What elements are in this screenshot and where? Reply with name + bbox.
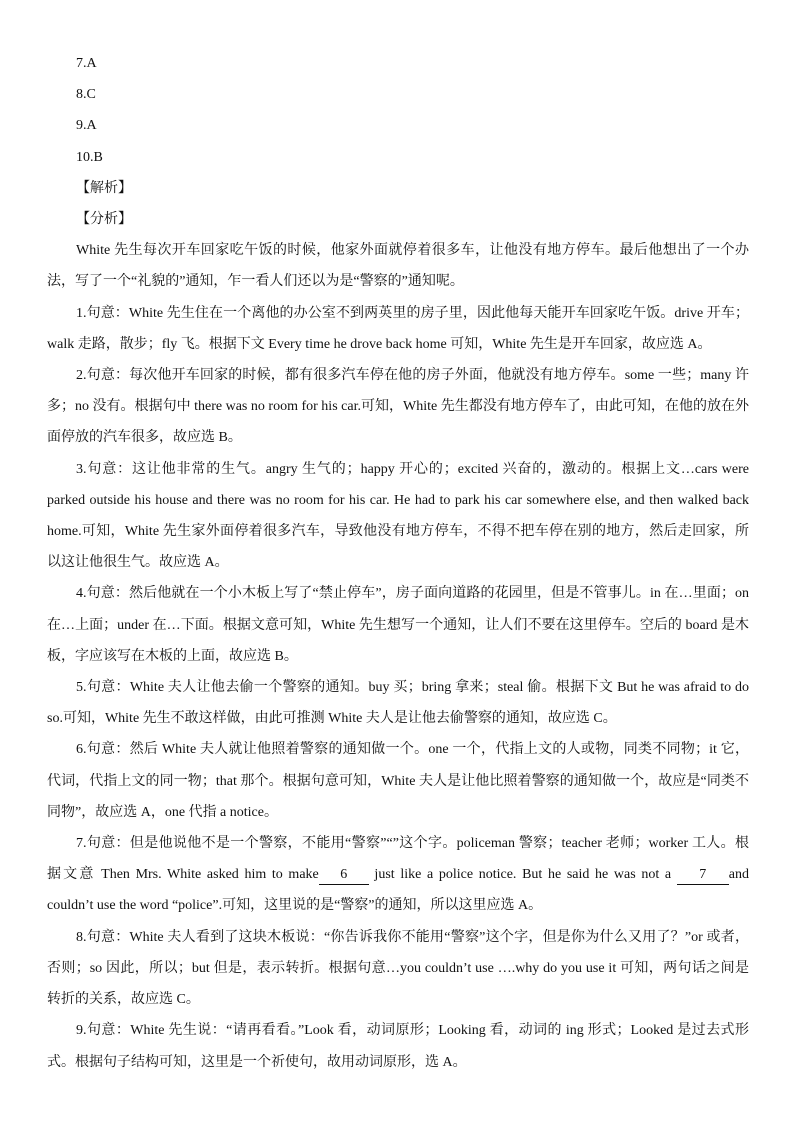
explanation-8: 8.句意：White 夫人看到了这块木板说：“你告诉我你不能用“警察”这个字，但是你为什么又用了？”or 或者，否则；so 因此，所以；but 但是，表示转折。根据句意…you couldn’t use ….why do you use it 可知，两句话之间是转折的关系，故应选 C。 bbox=[47, 929, 749, 1008]
explanation-5: 5.句意：White 夫人让他去偷一个警察的通知。buy 买；bring 拿来；steal 偷。根据下文 But he was afraid to do so.可知，White 先生不敢这样做，由此可推测 White 夫人是让他去偷警察的通知，故应选 C。 bbox=[47, 680, 749, 727]
answer-line: 9.A bbox=[76, 118, 97, 134]
explanation-1: 1.句意：White 先生住在一个离他的办公室不到两英里的房子里，因此他每天能开车回家吃午饭。drive 开车；walk 走路，散步；fly 飞。根据下文 Every time he drove back home 可知，White 先生是开车回家，故应选 A。 bbox=[47, 305, 749, 352]
explanation-6: 6.句意：然后 White 夫人就让他照着警察的通知做一个。one 一个，代指上文的人或物，同类不同物；it 它，代词，代指上文的同一物；that 那个。根据句意可知，White 夫人是让他比照着警察的通知做一个，故应是“同类不同物”，故应选 A，one 代指 a notice。 bbox=[47, 742, 749, 820]
text-segment: 7.句意：但是他说他不是一个警察，不能用“警察”“”这个字。policeman 警察；teacher 老师；worker 工人。根据文意 Then Mrs. White asked him to make bbox=[47, 836, 749, 883]
answer-line: 10.B bbox=[76, 149, 103, 165]
summary-paragraph: White 先生每次开车回家吃午饭的时候，他家外面就停着很多车，让他没有地方停车。最后他想出了一个办法，写了一个“礼貌的”通知，乍一看人们还以为是“警察的”通知呢。 bbox=[47, 243, 749, 290]
explanation-3: 3.句意：这让他非常的生气。angry 生气的；happy 开心的；excited 兴奋的，激动的。根据上文…cars were parked outside his house and there was no room for his car. He had to park his car somewhere else, and then walked back home.可知，White 先生家外面停着很多汽车，导致他没有地方停车，不得不把车停在别的地方，然后走回家，所以这让他很生气。故应选 A。 bbox=[47, 461, 749, 571]
blank-7: 7 bbox=[677, 866, 729, 885]
explanation-7 bbox=[47, 828, 749, 922]
text-segment: and couldn’t use the word “police”.可知，这里说的是“警察”的通知，所以这里应选 A。 bbox=[47, 867, 750, 914]
explanation-2: 2.句意：每次他开车回家的时候，都有很多汽车停在他的房子外面，他就没有地方停车。some 一些；many 许多；no 没有。根据句中 there was no room for his car.可知，White 先生都没有地方停车了，由此可知，在他的放在外面停放的汽车很多，故应选 B。 bbox=[47, 368, 749, 446]
document-body bbox=[47, 48, 749, 1078]
blank-6: 6 bbox=[319, 866, 369, 885]
heading-analysis: 【解析】 bbox=[76, 180, 132, 196]
text-segment: just like a police notice. But he said he was not a bbox=[368, 867, 677, 883]
answer-line: 7.A bbox=[76, 56, 97, 71]
explanation-4: 4.句意：然后他就在一个小木板上写了“禁止停车”，房子面向道路的花园里，但是不管事儿。in 在…里面；on 在…上面；under 在…下面。根据文意可知，White 先生想写一个通知，让人们不要在这里停车。空后的 board 是木板，字应该写在木板的上面，故应选 B。 bbox=[47, 586, 749, 664]
answer-line: 8.C bbox=[76, 87, 96, 103]
explanation-9: 9.句意：White 先生说：“请再看看。”Look 看，动词原形；Looking 看，动词的 ing 形式；Looked 是过去式形式。根据句子结构可知，这里是一个祈使句，故用动词原形，选 A。 bbox=[47, 1023, 750, 1070]
heading-fenxi: 【分析】 bbox=[76, 212, 132, 228]
